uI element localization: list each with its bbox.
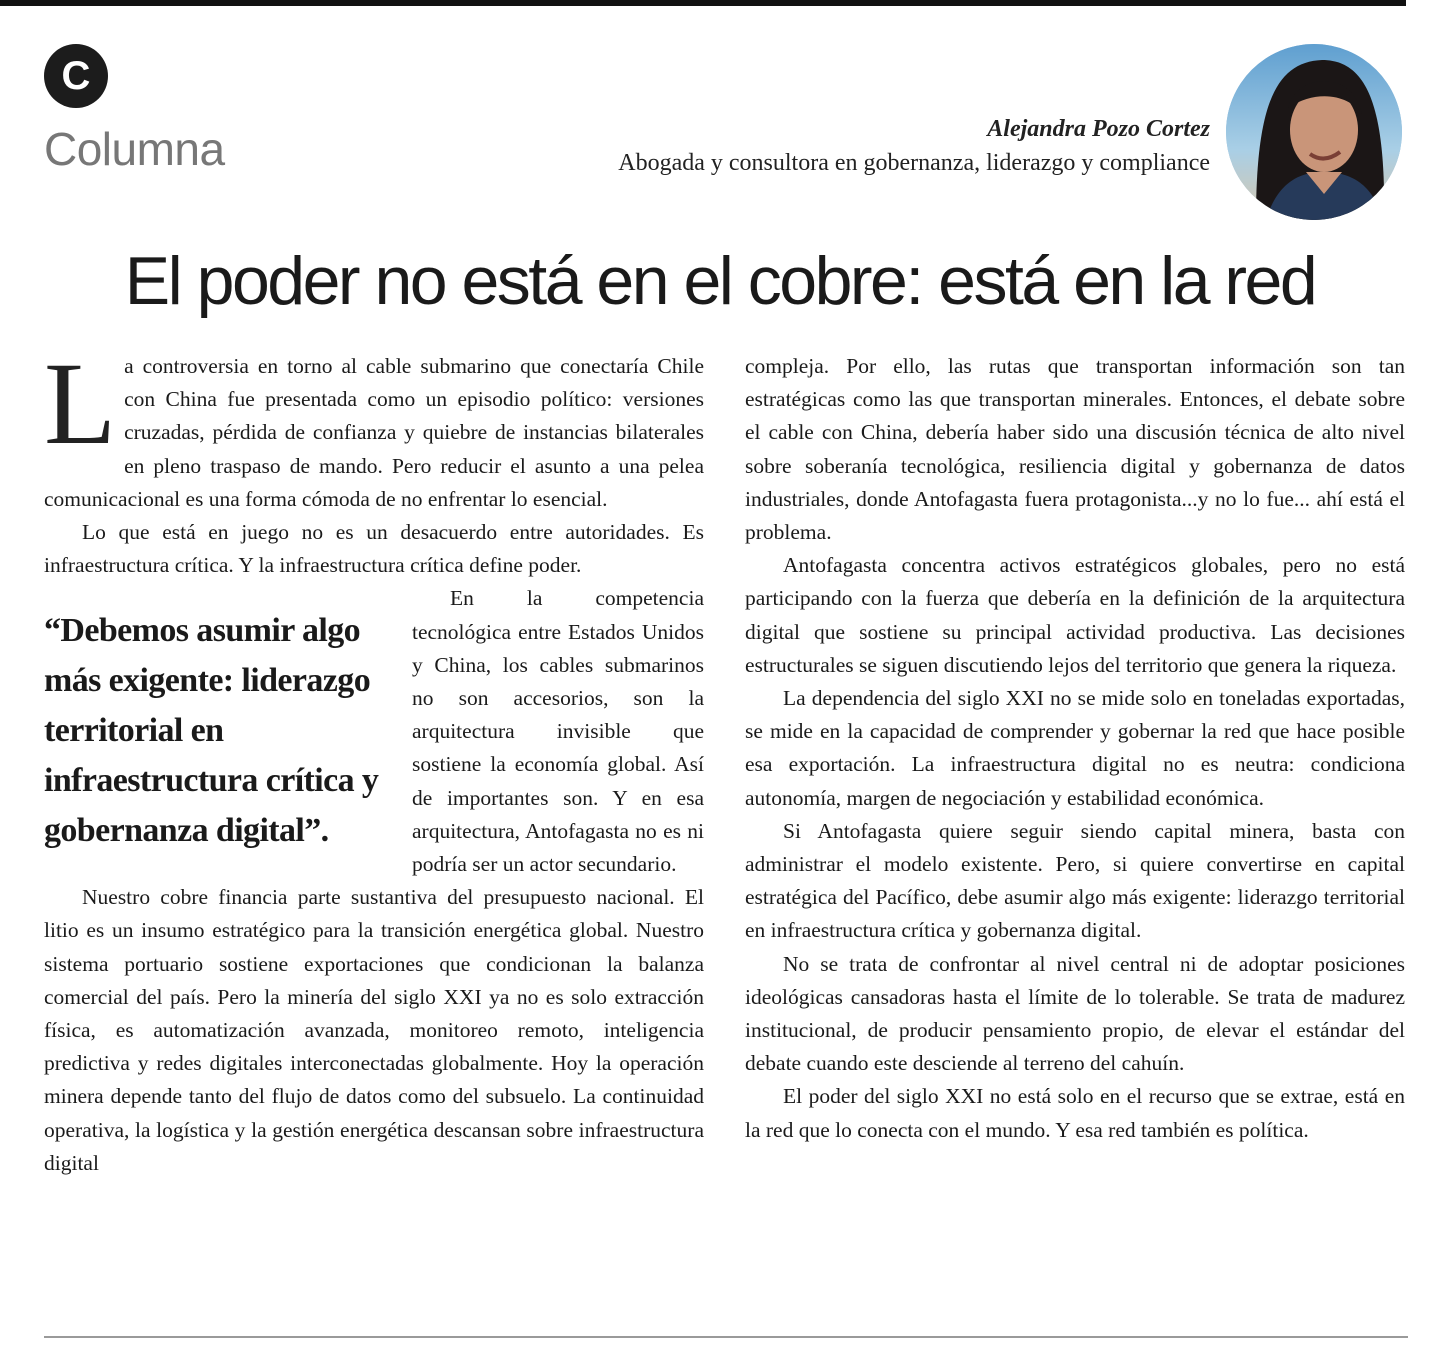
author-photo — [1226, 44, 1402, 220]
article-column-right — [745, 350, 1405, 1320]
article-column-left — [44, 338, 704, 1320]
drop-cap: L — [44, 338, 117, 469]
author-name: Alejandra Pozo Cortez — [987, 116, 1210, 142]
headline: El poder no está en el cobre: está en la red — [124, 243, 1316, 319]
paragraph-4: Nuestro cobre financia parte sustantiva del presupuesto nacional. El litio es un insumo estratégico para la transición energética global. Nuestro sistema portuario sostiene exportaciones que condicionan la balanza comercial del país. Pero la minería del siglo XXI ya no es solo extracción física, es automatización avanzada, monitoreo remoto, inteligencia predictiva y redes digitales interconectadas globalmente. Hoy la operación minera depende tanto del flujo de datos como del subsuelo. La continuidad operativa, la logística y la gestión energética descansan sobre infraestructura digital — [44, 885, 704, 1175]
column-badge: C — [44, 44, 108, 108]
author-portrait-icon — [1226, 44, 1402, 220]
paragraph-3: En la competencia tecnológica entre Estados Unidos y China, los cables submarinos no son accesorios, son la arquitectura invisible que sostiene la economía global. Así de importantes son. Y en esa arquitectura, Antofagasta no es ni podría ser un actor secundario. — [412, 586, 704, 877]
paragraph-10: El poder del siglo XXI no está solo en el recurso que se extrae, está en la red que lo conecta con el mundo. Y esa red también es política. — [745, 1084, 1405, 1142]
pull-quote: “Debemos asumir algo más exigente: liderazgo territorial en infraestructura crítica y gobernanza digital”. — [44, 612, 379, 850]
paragraph-8: Si Antofagasta quiere seguir siendo capital minera, basta con administrar el modelo existente. Pero, si quiere convertirse en capital estratégica del Pacífico, debe asumir algo más exigente: liderazgo territorial en infraestructura crítica y gobernanza digital. — [745, 818, 1405, 943]
top-rule — [0, 0, 1406, 6]
section-label: Columna — [44, 123, 225, 175]
paragraph-5: compleja. Por ello, las rutas que transportan información son tan estratégicas como las que transportan minerales. Entonces, el debate sobre el cable con China, debería haber sido una discusión técnica de alto nivel sobre soberanía tecnológica, resiliencia digital y gobernanza de datos industriales, donde Antofagasta fuera protagonista...y no lo fue... ahí está el problema. — [745, 354, 1405, 545]
author-role: Abogada y consultora en gobernanza, liderazgo y compliance — [618, 150, 1210, 176]
paragraph-9: No se trata de confrontar al nivel central ni de adoptar posiciones ideológicas cansadoras hasta el límite de lo tolerable. Se trata de madurez institucional, de producir pensamiento propio, de elevar el estándar del debate cuando este desciende al terreno del cahuín. — [745, 951, 1405, 1076]
paragraph-1-text: a controversia en torno al cable submarino que conectaría Chile con China fue presentada como un episodio político: versiones cruzadas, pérdida de confianza y quiebre de instancias bilaterales en pleno traspaso de mando. Pero reducir el asunto a una pelea comunicacional es una forma cómoda de no enfrentar lo esencial. — [44, 354, 704, 511]
paragraph-6: Antofagasta concentra activos estratégicos globales, pero no está participando con la fuerza que debería en la definición de la arquitectura digital que sostiene su principal actividad productiva. Las decisiones estructurales se siguen discutiendo lejos del territorio que genera la riqueza. — [745, 553, 1405, 677]
paragraph-2: Lo que está en juego no es un desacuerdo entre autoridades. Es infraestructura crítica. Y la infraestructura crítica define poder. — [44, 520, 704, 578]
paragraph-1 — [44, 338, 704, 516]
paragraph-7: La dependencia del siglo XXI no se mide solo en toneladas exportadas, se mide en la capacidad de comprender y gobernar la red que hace posible esa exportación. La infraestructura digital no es neutra: condiciona autonomía, margen de negociación y estabilidad económica. — [745, 686, 1405, 810]
bottom-rule — [44, 1336, 1408, 1338]
